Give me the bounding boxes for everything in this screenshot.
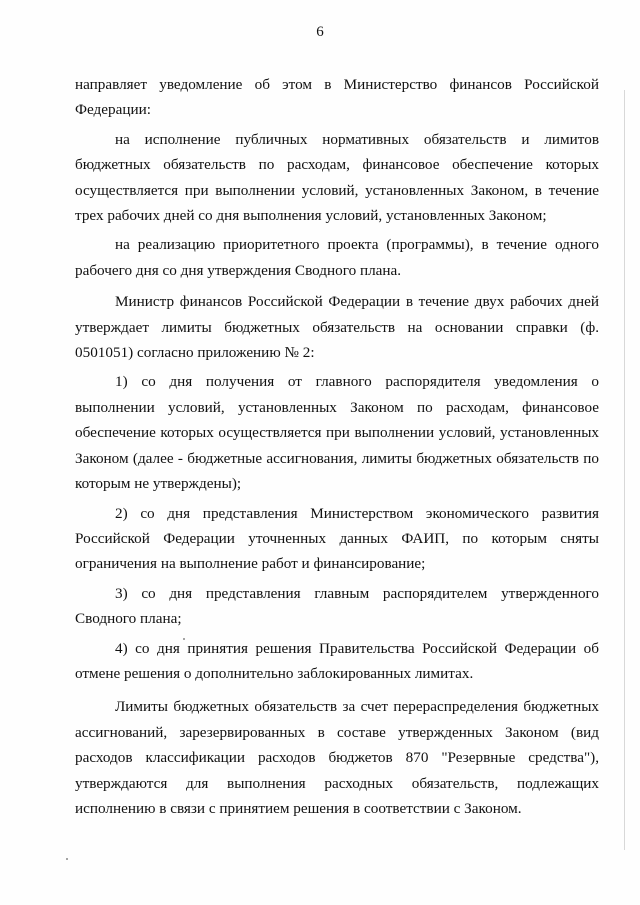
scan-edge-line [624,90,625,850]
paragraph-priority-project: на реализацию приоритетного проекта (программы), в течение одного рабочего дня со дня утверждения Сводного плана. [75,236,599,279]
page-number: 6 [316,24,324,40]
paragraph-continuation: направляет уведомление об этом в Министерство финансов Российской Федерации: [75,76,599,119]
list-item-1: 1) со дня получения от главного распорядителя уведомления о выполнении условий, установленных Законом по расходам, финансовое обеспечение которых осуществляется при выполнении условий, установленных Законом (далее - бюджетные ассигнования, лимиты бюджетных обязательств по которым не утверждены); [75,373,599,493]
scan-speck [183,638,185,640]
document-body [75,72,599,821]
paragraph-minister-approves: Министр финансов Российской Федерации в течение двух рабочих дней утверждает лимиты бюджетных обязательств на основании справки (ф. 0501051) согласно приложению № 2: [75,293,599,362]
paragraph-obligations: на исполнение публичных нормативных обязательств и лимитов бюджетных обязательств по расходам, финансовое обеспечение которых осуществляется при выполнении условий, установленных Законом, в течение трех рабочих дней со дня выполнения условий, установленных Законом; [75,130,599,225]
list-item-4: 4) со дня принятия решения Правительства Российской Федерации об отмене решения о дополнительно заблокированных лимитах. [75,639,599,682]
list-item-2: 2) со дня представления Министерством экономического развития Российской Федерации уточненных данных ФАИП, по которым сняты ограничения на выполнение работ и финансирование; [75,504,599,573]
paragraph-reserve-limits: Лимиты бюджетных обязательств за счет перераспределения бюджетных ассигнований, зарезервированных в составе утвержденных Законом (вид расходов классификации расходов бюджетов 870 "Резервные средства"), утверждаются для выполнения расходных обязательств, подлежащих исполнению в связи с принятием решения в соответствии с Законом. [75,698,599,817]
scan-speck [66,858,68,860]
list-item-3: 3) со дня представления главным распорядителем утвержденного Сводного плана; [75,584,599,628]
